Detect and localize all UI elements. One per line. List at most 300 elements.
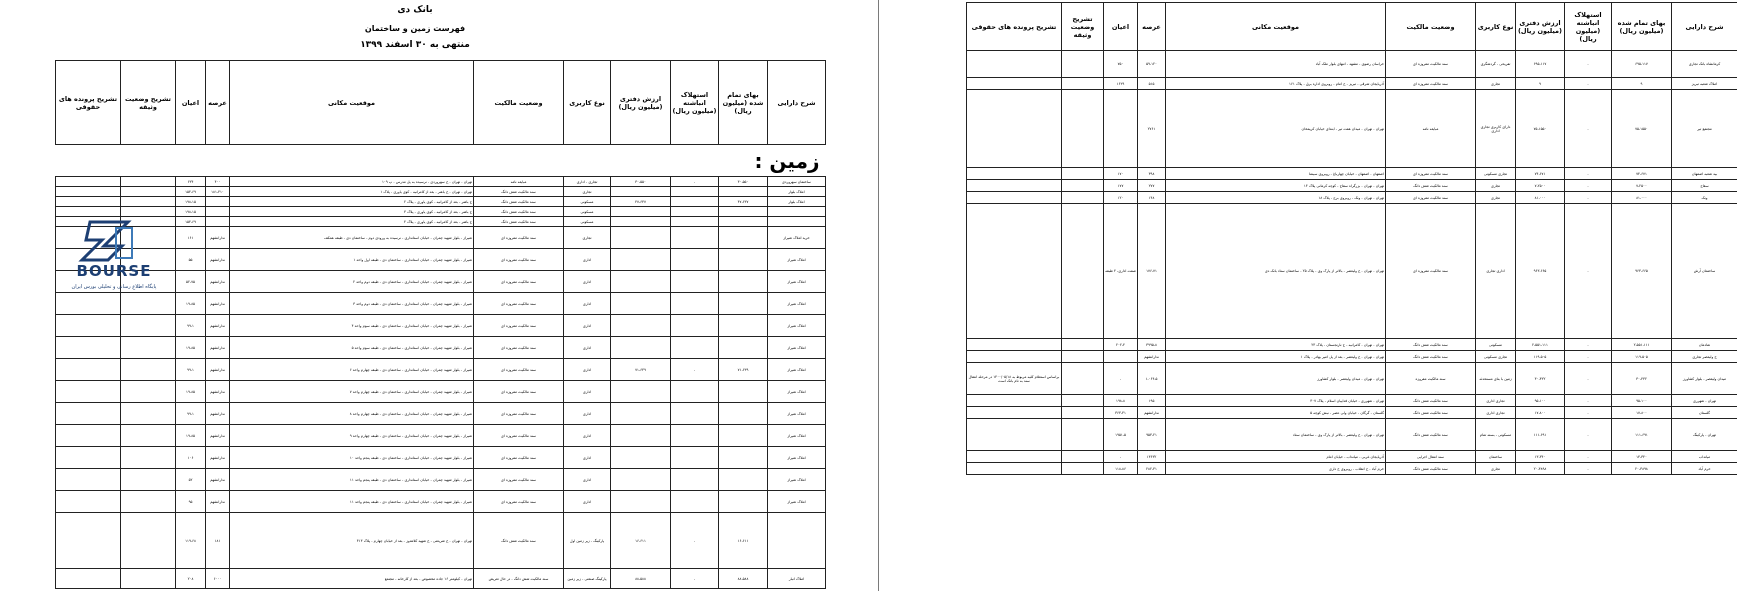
cell-cost: ۸۱،۰۰۰ bbox=[1612, 192, 1672, 204]
cell-usage: تجاری bbox=[1476, 180, 1516, 192]
cell-depreciation bbox=[671, 469, 719, 491]
doc-header bbox=[305, 4, 525, 52]
cell-depreciation: - bbox=[1565, 395, 1612, 407]
table-row bbox=[56, 491, 826, 513]
cell-ownership: سند مالکیت مفروزه ای bbox=[474, 249, 564, 271]
table-row bbox=[56, 271, 826, 293]
cell-legal bbox=[967, 168, 1062, 180]
cell-cost bbox=[719, 491, 768, 513]
cell-book-value: ۳۰،۴۳۲ bbox=[1516, 363, 1565, 395]
cell-land-area: ندارانشهم bbox=[206, 403, 230, 425]
col-header-ownership: وضعیت مالکیت bbox=[1386, 3, 1476, 51]
cell-depreciation bbox=[671, 447, 719, 469]
cell-book-value bbox=[611, 315, 671, 337]
cell-asset: املاک شیراز bbox=[768, 359, 826, 381]
cell-book-value bbox=[611, 187, 671, 197]
cell-asset: سقاخ bbox=[1672, 180, 1737, 192]
cell-location: شیراز - بلوار شهید چمران - خیابان استانداری - ساختمان دی - طبقه پنجم واحد ۱۱ bbox=[230, 491, 474, 513]
col-header-land-area: عرصه bbox=[1138, 3, 1166, 51]
bank-name: بانک دی bbox=[397, 5, 433, 15]
cell-land-area: ۲۷۶۱ bbox=[1138, 90, 1166, 168]
cell-land-area: ۱۸۱،۴۱۰ bbox=[206, 187, 230, 197]
cell-collateral bbox=[121, 197, 176, 207]
col-header-building-area: اعیان bbox=[1104, 3, 1138, 51]
table-row bbox=[56, 337, 826, 359]
cell-depreciation: - bbox=[1565, 363, 1612, 395]
cell-legal bbox=[967, 407, 1062, 419]
cell-book-value: ۲،۵۵۱،۱۱۱ bbox=[1516, 339, 1565, 351]
cell-ownership: سند مالکیت مفروزه ای bbox=[1386, 78, 1476, 90]
cell-asset: املاک انبار bbox=[768, 569, 826, 589]
right-header-row bbox=[967, 3, 1737, 51]
cell-book-value bbox=[611, 337, 671, 359]
cell-location: تهران - تهران - خ سهروردی - نرسیده به پل مدرس - پ ۱۰۹ bbox=[230, 177, 474, 187]
cell-ownership: سند مالکیت مفروزه ای bbox=[474, 271, 564, 293]
cell-cost: ۷،۲۵۰۰ bbox=[1612, 180, 1672, 192]
cell-location: شیراز - بلوار شهید چمران - خیابان استانداری - ساختمان دی - طبقه چهارم واحد ۷ bbox=[230, 381, 474, 403]
cell-legal bbox=[967, 192, 1062, 204]
cell-book-value: ۹ bbox=[1516, 78, 1565, 90]
cell-usage: اداری bbox=[564, 337, 611, 359]
cell-cost: ۱۶،۶۱۱ bbox=[719, 513, 768, 569]
col-header-book-value: ارزش دفتری (میلیون ریال) bbox=[611, 61, 671, 145]
cell-legal bbox=[56, 513, 121, 569]
cell-legal bbox=[967, 339, 1062, 351]
cell-book-value bbox=[611, 249, 671, 271]
cell-asset: ونک bbox=[1672, 192, 1737, 204]
cell-cost: ۹۶۳،۶۶۵ bbox=[1612, 204, 1672, 339]
cell-collateral bbox=[1062, 168, 1104, 180]
cell-usage: پارکینگ - زیر زمین اول bbox=[564, 513, 611, 569]
cell-location: تهران - تهران - خ ولیعصر - بالاتر از پارک وی - ساختمان ستاد bbox=[1166, 419, 1386, 451]
cell-building-area: صفت اداری، ۴ طبقه bbox=[1104, 204, 1138, 339]
cell-building-area: ۱۹۸،۱۵ bbox=[176, 207, 206, 217]
table-row bbox=[967, 168, 1737, 180]
cell-book-value: ۷۱،۶۳۹ bbox=[611, 359, 671, 381]
cell-cost: ۱۱۱،۶۹۱ bbox=[1612, 419, 1672, 451]
right-asset-table bbox=[966, 2, 1737, 475]
cell-depreciation: - bbox=[1565, 463, 1612, 475]
cell-collateral bbox=[121, 293, 176, 315]
cell-land-area: ندارانشهم bbox=[206, 491, 230, 513]
cell-asset: تهران - شهرری bbox=[1672, 395, 1737, 407]
cell-usage: اداری bbox=[564, 315, 611, 337]
cell-usage: تفریحی - گردشگری bbox=[1476, 51, 1516, 78]
cell-cost: ۹۵،۱۰۰ bbox=[1612, 395, 1672, 407]
cell-book-value: ۷،۲۵۰۰ bbox=[1516, 180, 1565, 192]
cell-building-area: ۱۶۱ bbox=[176, 227, 206, 249]
cell-book-value: ۹۵،۱۰۰ bbox=[1516, 395, 1565, 407]
cell-land-area: ندارانشهم bbox=[206, 381, 230, 403]
cell-ownership: سند مالکیت شش دانگ bbox=[474, 187, 564, 197]
cell-building-area: ۳۶۳،۳۱ bbox=[1104, 407, 1138, 419]
cell-ownership: سند مالکیت مفروزه ای bbox=[474, 293, 564, 315]
cell-collateral bbox=[121, 491, 176, 513]
table-row bbox=[56, 217, 826, 227]
cell-cost bbox=[719, 293, 768, 315]
cell-building-area: ۲۰۲،۴ bbox=[1104, 339, 1138, 351]
cell-cost bbox=[719, 207, 768, 217]
cell-ownership: سند مالکیت مفروزه ای bbox=[474, 381, 564, 403]
cell-asset bbox=[768, 207, 826, 217]
cell-land-area: ندارانشهم bbox=[206, 249, 230, 271]
cell-land-area: ندارانشهم bbox=[206, 425, 230, 447]
cell-asset: املاک شعبه تبریز bbox=[1672, 78, 1737, 90]
cell-asset: تهران - پارکینگ bbox=[1672, 419, 1737, 451]
cell-ownership: سند مالکیت مفروزه ای bbox=[474, 337, 564, 359]
cell-usage: تجاری bbox=[1476, 192, 1516, 204]
cell-depreciation bbox=[671, 217, 719, 227]
cell-depreciation: - bbox=[1565, 339, 1612, 351]
cell-location: تهران - تهران - ونک - روبروی برج - پلاک ۱۸ bbox=[1166, 192, 1386, 204]
cell-cost bbox=[719, 381, 768, 403]
cell-asset: میدان ولیعصر - بلوار کشاورز bbox=[1672, 363, 1737, 395]
cell-usage: تجاری اداری bbox=[1476, 395, 1516, 407]
cell-ownership: سند مالکیت مفروزه ای bbox=[474, 425, 564, 447]
cell-depreciation bbox=[671, 293, 719, 315]
cell-ownership: سند مالکیت شش دانگ bbox=[474, 207, 564, 217]
cell-cost bbox=[719, 403, 768, 425]
cell-usage: پارکینگ صنعتی - زیر زمین bbox=[564, 569, 611, 589]
cell-cost: ۴۷،۶۳۷ bbox=[719, 197, 768, 207]
cell-book-value bbox=[611, 293, 671, 315]
cell-collateral bbox=[121, 207, 176, 217]
cell-collateral bbox=[1062, 395, 1104, 407]
cell-legal bbox=[967, 78, 1062, 90]
cell-asset: ساختمان سهروردی bbox=[768, 177, 826, 187]
cell-land-area bbox=[206, 217, 230, 227]
cell-asset: املاک شیراز bbox=[768, 337, 826, 359]
cell-legal bbox=[56, 337, 121, 359]
cell-building-area: ۱۶۲۹ bbox=[1104, 78, 1138, 90]
cell-book-value: ۷۵،۱۵۵۰ bbox=[1516, 90, 1565, 168]
cell-legal bbox=[56, 187, 121, 197]
cell-ownership: سند مالکیت شش دانگ bbox=[1386, 180, 1476, 192]
cell-book-value bbox=[611, 403, 671, 425]
cell-building-area: ۱۷۷ bbox=[1104, 180, 1138, 192]
cell-ownership: سند مالکیت شش دانگ bbox=[474, 217, 564, 227]
cell-collateral bbox=[1062, 451, 1104, 463]
cell-location: شیراز - بلوار شهید چمران - خیابان استانداری - ساختمان دی - طبقه سوم واحد ۵ bbox=[230, 337, 474, 359]
cell-building-area: ۹۵ bbox=[176, 491, 206, 513]
cell-building-area: ۹۹،۱ bbox=[176, 315, 206, 337]
cell-asset: کرمانشاه بانک تجاری bbox=[1672, 51, 1737, 78]
cell-building-area bbox=[1104, 351, 1138, 363]
table-row bbox=[967, 78, 1737, 90]
cell-cost bbox=[719, 217, 768, 227]
cell-book-value: ۷۴،۶۷۱ bbox=[1516, 168, 1565, 180]
cell-asset: املاک شیراز bbox=[768, 447, 826, 469]
cell-depreciation: - bbox=[1565, 419, 1612, 451]
table-row bbox=[967, 90, 1737, 168]
cell-asset bbox=[768, 217, 826, 227]
cell-depreciation bbox=[671, 249, 719, 271]
cell-cost: ۷۱،۶۳۹ bbox=[719, 359, 768, 381]
cell-collateral bbox=[121, 513, 176, 569]
cell-land-area: ۱۷۶،۷۱ bbox=[1138, 204, 1166, 339]
col-header-book-value: ارزش دفتری (میلیون ریال) bbox=[1516, 3, 1565, 51]
cell-location: شیراز - بلوار شهید چمران - خیابان استانداری - ساختمان دی - طبقه دوم واحد ۳ bbox=[230, 293, 474, 315]
cell-collateral bbox=[121, 315, 176, 337]
cell-book-value bbox=[611, 425, 671, 447]
cell-collateral bbox=[121, 569, 176, 589]
right-page bbox=[880, 0, 1737, 591]
cell-ownership: سند مالکیت مفروزه ای bbox=[1386, 192, 1476, 204]
cell-book-value bbox=[611, 469, 671, 491]
cell-location: شیراز - بلوار شهید چمران - خیابان استانداری - ساختمان دی - طبقه پنجم واحد ۱۰ bbox=[230, 447, 474, 469]
cell-legal bbox=[56, 315, 121, 337]
col-header-usage: نوع کاربری bbox=[1476, 3, 1516, 51]
table-row bbox=[56, 197, 826, 207]
cell-asset: املاک بلوار bbox=[768, 187, 826, 197]
cell-location: خ باهنر - بعد از کامرانیه - کوی یاوری - پلاک ۴ bbox=[230, 217, 474, 227]
cell-legal bbox=[56, 293, 121, 315]
cell-usage: اداری تجاری bbox=[1476, 204, 1516, 339]
cell-depreciation: - bbox=[1565, 351, 1612, 363]
cell-location: تهران - تهران - خ شریعتی - خ شهید کلاهدوز - بعد از خیابان چهارم - پلاک ۳۱۳ bbox=[230, 513, 474, 569]
cell-depreciation: - bbox=[671, 513, 719, 569]
cell-collateral bbox=[121, 403, 176, 425]
cell-usage: ساختمان bbox=[1476, 451, 1516, 463]
cell-land-area bbox=[206, 197, 230, 207]
cell-asset: املاک بلوار bbox=[768, 197, 826, 207]
col-header-land-area: عرصه bbox=[206, 61, 230, 145]
table-row bbox=[56, 187, 826, 197]
cell-legal bbox=[967, 451, 1062, 463]
cell-cost bbox=[719, 227, 768, 249]
col-header-depreciation: استهلاک انباشته (میلیون ریال) bbox=[671, 61, 719, 145]
table-row bbox=[56, 425, 826, 447]
cell-cost bbox=[719, 337, 768, 359]
cell-asset: املاک شیراز bbox=[768, 381, 826, 403]
cell-cost: ۱۱۹،۵۰۵ bbox=[1612, 351, 1672, 363]
cell-building-area: ۱۹۸،۸ bbox=[1104, 395, 1138, 407]
cell-cost: ۷۴،۶۷۱ bbox=[1612, 168, 1672, 180]
bourse-logo bbox=[68, 218, 160, 294]
cell-ownership: سند مالکیت مفروزه ای bbox=[474, 491, 564, 513]
cell-book-value: ۴۷،۶۳۷ bbox=[611, 197, 671, 207]
table-row bbox=[967, 419, 1737, 451]
cell-asset: بید شعبه اصفهان bbox=[1672, 168, 1737, 180]
cell-asset: خ ولیعصر تجاری bbox=[1672, 351, 1737, 363]
cell-book-value bbox=[611, 271, 671, 293]
cell-building-area: ۱۹۵۱،۵ bbox=[1104, 419, 1138, 451]
cell-usage: تجاری bbox=[1476, 463, 1516, 475]
cell-book-value bbox=[611, 217, 671, 227]
cell-building-area: ۱۹،۸۵ bbox=[176, 293, 206, 315]
cell-collateral bbox=[1062, 192, 1104, 204]
cell-cost: ۲،۵۵۱،۱۱۱ bbox=[1612, 339, 1672, 351]
cell-cost: ۱۳،۳۴۰ bbox=[1612, 451, 1672, 463]
cell-building-area bbox=[1104, 90, 1138, 168]
cell-usage: مسکونی bbox=[564, 207, 611, 217]
cell-collateral bbox=[1062, 90, 1104, 168]
cell-book-value: ۱۱۹،۵۰۵ bbox=[1516, 351, 1565, 363]
table-row bbox=[56, 315, 826, 337]
cell-legal bbox=[967, 180, 1062, 192]
cell-usage: تجاری bbox=[564, 227, 611, 249]
cell-land-area: ۱۳۶۳۲ bbox=[1138, 451, 1166, 463]
col-header-legal: تشریح پرونده های حقوقی bbox=[56, 61, 121, 145]
cell-legal bbox=[56, 447, 121, 469]
cell-book-value: ۶۹۵،۱۱۷ bbox=[1516, 51, 1565, 78]
cell-collateral bbox=[121, 381, 176, 403]
cell-location: اصفهان - اصفهان - خیابان چهارباغ - روبروی سینما bbox=[1166, 168, 1386, 180]
cell-land-area: ۲۸۲،۳۱ bbox=[1138, 463, 1166, 475]
cell-book-value: ۳۰،۵۵۰ bbox=[611, 177, 671, 187]
table-row bbox=[967, 351, 1737, 363]
cell-usage: دارای کاربری تجاری اداری bbox=[1476, 90, 1516, 168]
table-row bbox=[56, 207, 826, 217]
cell-collateral bbox=[1062, 463, 1104, 475]
cell-location: شیراز - بلوار شهید چمران - خیابان استانداری - ساختمان دی - طبقه دوم واحد ۲ bbox=[230, 271, 474, 293]
cell-location: تهران - تهران - خ باهنر - بعد از کامرانیه - کوی یاوری - پلاک ۱ bbox=[230, 187, 474, 197]
cell-legal bbox=[967, 90, 1062, 168]
cell-location: شیراز - بلوار شهید چمران - خیابان استانداری - نرسیده به ورودی دوم - ساختمان دی - طبقه همکف bbox=[230, 227, 474, 249]
cell-ownership: سند مالکیت شش دانگ bbox=[1386, 419, 1476, 451]
cell-land-area: ندارانشهم bbox=[206, 293, 230, 315]
cell-building-area: ۷۵۰ bbox=[1104, 51, 1138, 78]
table-row bbox=[967, 180, 1737, 192]
cell-land-area: ندارانشهم bbox=[1138, 407, 1166, 419]
cell-land-area: ۳۹۸ bbox=[1138, 168, 1166, 180]
cell-land-area: ۱۸۱ bbox=[206, 513, 230, 569]
cell-legal bbox=[56, 491, 121, 513]
cell-asset bbox=[768, 513, 826, 569]
cell-book-value bbox=[611, 227, 671, 249]
cell-collateral bbox=[1062, 204, 1104, 339]
cell-location: شیراز - بلوار شهید چمران - خیابان استانداری - ساختمان دی - طبقه چهارم واحد ۸ bbox=[230, 403, 474, 425]
cell-asset: مجتمع تیر bbox=[1672, 90, 1737, 168]
col-header-location: موقعیت مکانی bbox=[230, 61, 474, 145]
cell-asset: املاک شیراز bbox=[768, 469, 826, 491]
table-row bbox=[967, 395, 1737, 407]
col-header-collateral: تشریح وضعیت وثیقه bbox=[121, 61, 176, 145]
cell-ownership: سند مالکیت مفروزه ای bbox=[474, 315, 564, 337]
cell-depreciation bbox=[671, 425, 719, 447]
cell-building-area: ۹۹،۱ bbox=[176, 403, 206, 425]
cell-cost: ۶۹۵،۱۱۷ bbox=[1612, 51, 1672, 78]
cell-depreciation: - bbox=[1565, 204, 1612, 339]
page-divider bbox=[878, 0, 879, 591]
cell-usage: مسکونی bbox=[1476, 339, 1516, 351]
cell-usage: تجاری bbox=[1476, 78, 1516, 90]
cell-building-area: ۲۰۸ bbox=[176, 569, 206, 589]
cell-usage: مسکونی - بسته تمام bbox=[1476, 419, 1516, 451]
section-title: زمین : bbox=[56, 145, 826, 177]
table-row bbox=[967, 363, 1737, 395]
section-title-row bbox=[56, 145, 826, 177]
cell-depreciation: - bbox=[1565, 451, 1612, 463]
cell-building-area: ۵۲ bbox=[176, 469, 206, 491]
cell-collateral bbox=[121, 425, 176, 447]
cell-building-area: ۵۵ bbox=[176, 249, 206, 271]
cell-building-area: ۵۲،۷۵ bbox=[176, 271, 206, 293]
cell-depreciation bbox=[671, 337, 719, 359]
cell-legal bbox=[56, 403, 121, 425]
left-asset-table bbox=[55, 60, 826, 589]
col-header-asset: شرح دارایی bbox=[1672, 3, 1737, 51]
cell-legal bbox=[56, 569, 121, 589]
cell-depreciation: - bbox=[1565, 168, 1612, 180]
cell-ownership: سند انتقال اجرایی bbox=[1386, 451, 1476, 463]
cell-depreciation: - bbox=[1565, 407, 1612, 419]
cell-collateral bbox=[121, 469, 176, 491]
cell-collateral bbox=[1062, 407, 1104, 419]
cell-location: تهران - تهران - میدان هفت تیر - ابتدای خیابان کریمخان bbox=[1166, 90, 1386, 168]
cell-legal bbox=[967, 395, 1062, 407]
logo-tagline: پایگاه اطلاع رسانی و تحلیلی بورس ایران bbox=[71, 284, 157, 290]
cell-land-area: ندارانشهم bbox=[206, 315, 230, 337]
cell-legal bbox=[967, 204, 1062, 339]
cell-book-value: ۸۱،۰۰۰ bbox=[1516, 192, 1565, 204]
cell-legal bbox=[56, 359, 121, 381]
cell-ownership: سند مالکیت مفروزه ای bbox=[1386, 168, 1476, 180]
cell-ownership: سند مالکیت مفروزه ای bbox=[474, 447, 564, 469]
cell-building-area: ۱۵۴،۶۹ bbox=[176, 187, 206, 197]
table-row bbox=[56, 469, 826, 491]
cell-location: آذربایجان شرقی - تبریز - خ امام - روبروی اداره برق - پلاک ۱۶۱ bbox=[1166, 78, 1386, 90]
cell-building-area: ۶۳۴ bbox=[176, 177, 206, 187]
cell-ownership: مبایعه نامه bbox=[1386, 90, 1476, 168]
cell-usage: اداری bbox=[564, 271, 611, 293]
cell-asset: املاک شیراز bbox=[768, 425, 826, 447]
cell-depreciation: - bbox=[1565, 51, 1612, 78]
cell-depreciation: - bbox=[1565, 192, 1612, 204]
cell-book-value bbox=[611, 207, 671, 217]
cell-building-area: - bbox=[1104, 363, 1138, 395]
cell-ownership: سند مالکیت شش دانگ bbox=[1386, 351, 1476, 363]
cell-cost bbox=[719, 315, 768, 337]
cell-usage: تجاری مسکونی bbox=[1476, 351, 1516, 363]
cell-usage: اداری bbox=[564, 491, 611, 513]
table-row bbox=[56, 293, 826, 315]
cell-building-area: ۱۹۸،۱۵ bbox=[176, 197, 206, 207]
cell-location: تهران - تهران - بزرگراه سقاخ - کوچه کرمانی پلاک ۱۴ bbox=[1166, 180, 1386, 192]
cell-building-area: ۱۱۸،۸۶ bbox=[1104, 463, 1138, 475]
cell-location: تهران - تهران - کامرانیه - خ نارنجستان - پلاک ۲۳ bbox=[1166, 339, 1386, 351]
cell-usage: تجاری - اداری bbox=[564, 177, 611, 187]
cell-land-area: ندارانشهم bbox=[1138, 351, 1166, 363]
cell-location: شیراز - بلوار شهید چمران - خیابان استانداری - ساختمان دی - طبقه اول واحد ۱ bbox=[230, 249, 474, 271]
cell-depreciation: - bbox=[671, 177, 719, 187]
cell-ownership: سند مالکیت شش دانگ bbox=[1386, 463, 1476, 475]
cell-asset: میانداب bbox=[1672, 451, 1737, 463]
table-row bbox=[56, 403, 826, 425]
cell-asset: خرم آباد bbox=[1672, 463, 1737, 475]
cell-usage: اداری bbox=[564, 403, 611, 425]
cell-land-area: ۹۵۳،۲۱ bbox=[1138, 419, 1166, 451]
cell-book-value: ۱۶،۶۱۱ bbox=[611, 513, 671, 569]
cell-land-area: ندارانشهم bbox=[206, 469, 230, 491]
cell-book-value bbox=[611, 491, 671, 513]
cell-legal bbox=[967, 51, 1062, 78]
cell-depreciation bbox=[671, 491, 719, 513]
cell-usage: تجاری اداری bbox=[1476, 407, 1516, 419]
cell-cost bbox=[719, 271, 768, 293]
cell-land-area: ۵۹،۱۲۰ bbox=[1138, 51, 1166, 78]
cell-collateral bbox=[1062, 51, 1104, 78]
cell-book-value bbox=[611, 447, 671, 469]
cell-location: خراسان رضوی - مشهد - انتهای بلوار ملک آباد bbox=[1166, 51, 1386, 78]
col-header-collateral: تشریح وضعیت وثیقه bbox=[1062, 3, 1104, 51]
cell-legal bbox=[967, 419, 1062, 451]
cell-land-area: ندارانشهم bbox=[206, 447, 230, 469]
cell-usage: زمین با بنای مستحدثه bbox=[1476, 363, 1516, 395]
cell-cost: ۳۰،۵۵۰ bbox=[719, 177, 768, 187]
cell-book-value bbox=[611, 381, 671, 403]
cell-ownership: سند مالکیت مفروزه bbox=[1386, 363, 1476, 395]
